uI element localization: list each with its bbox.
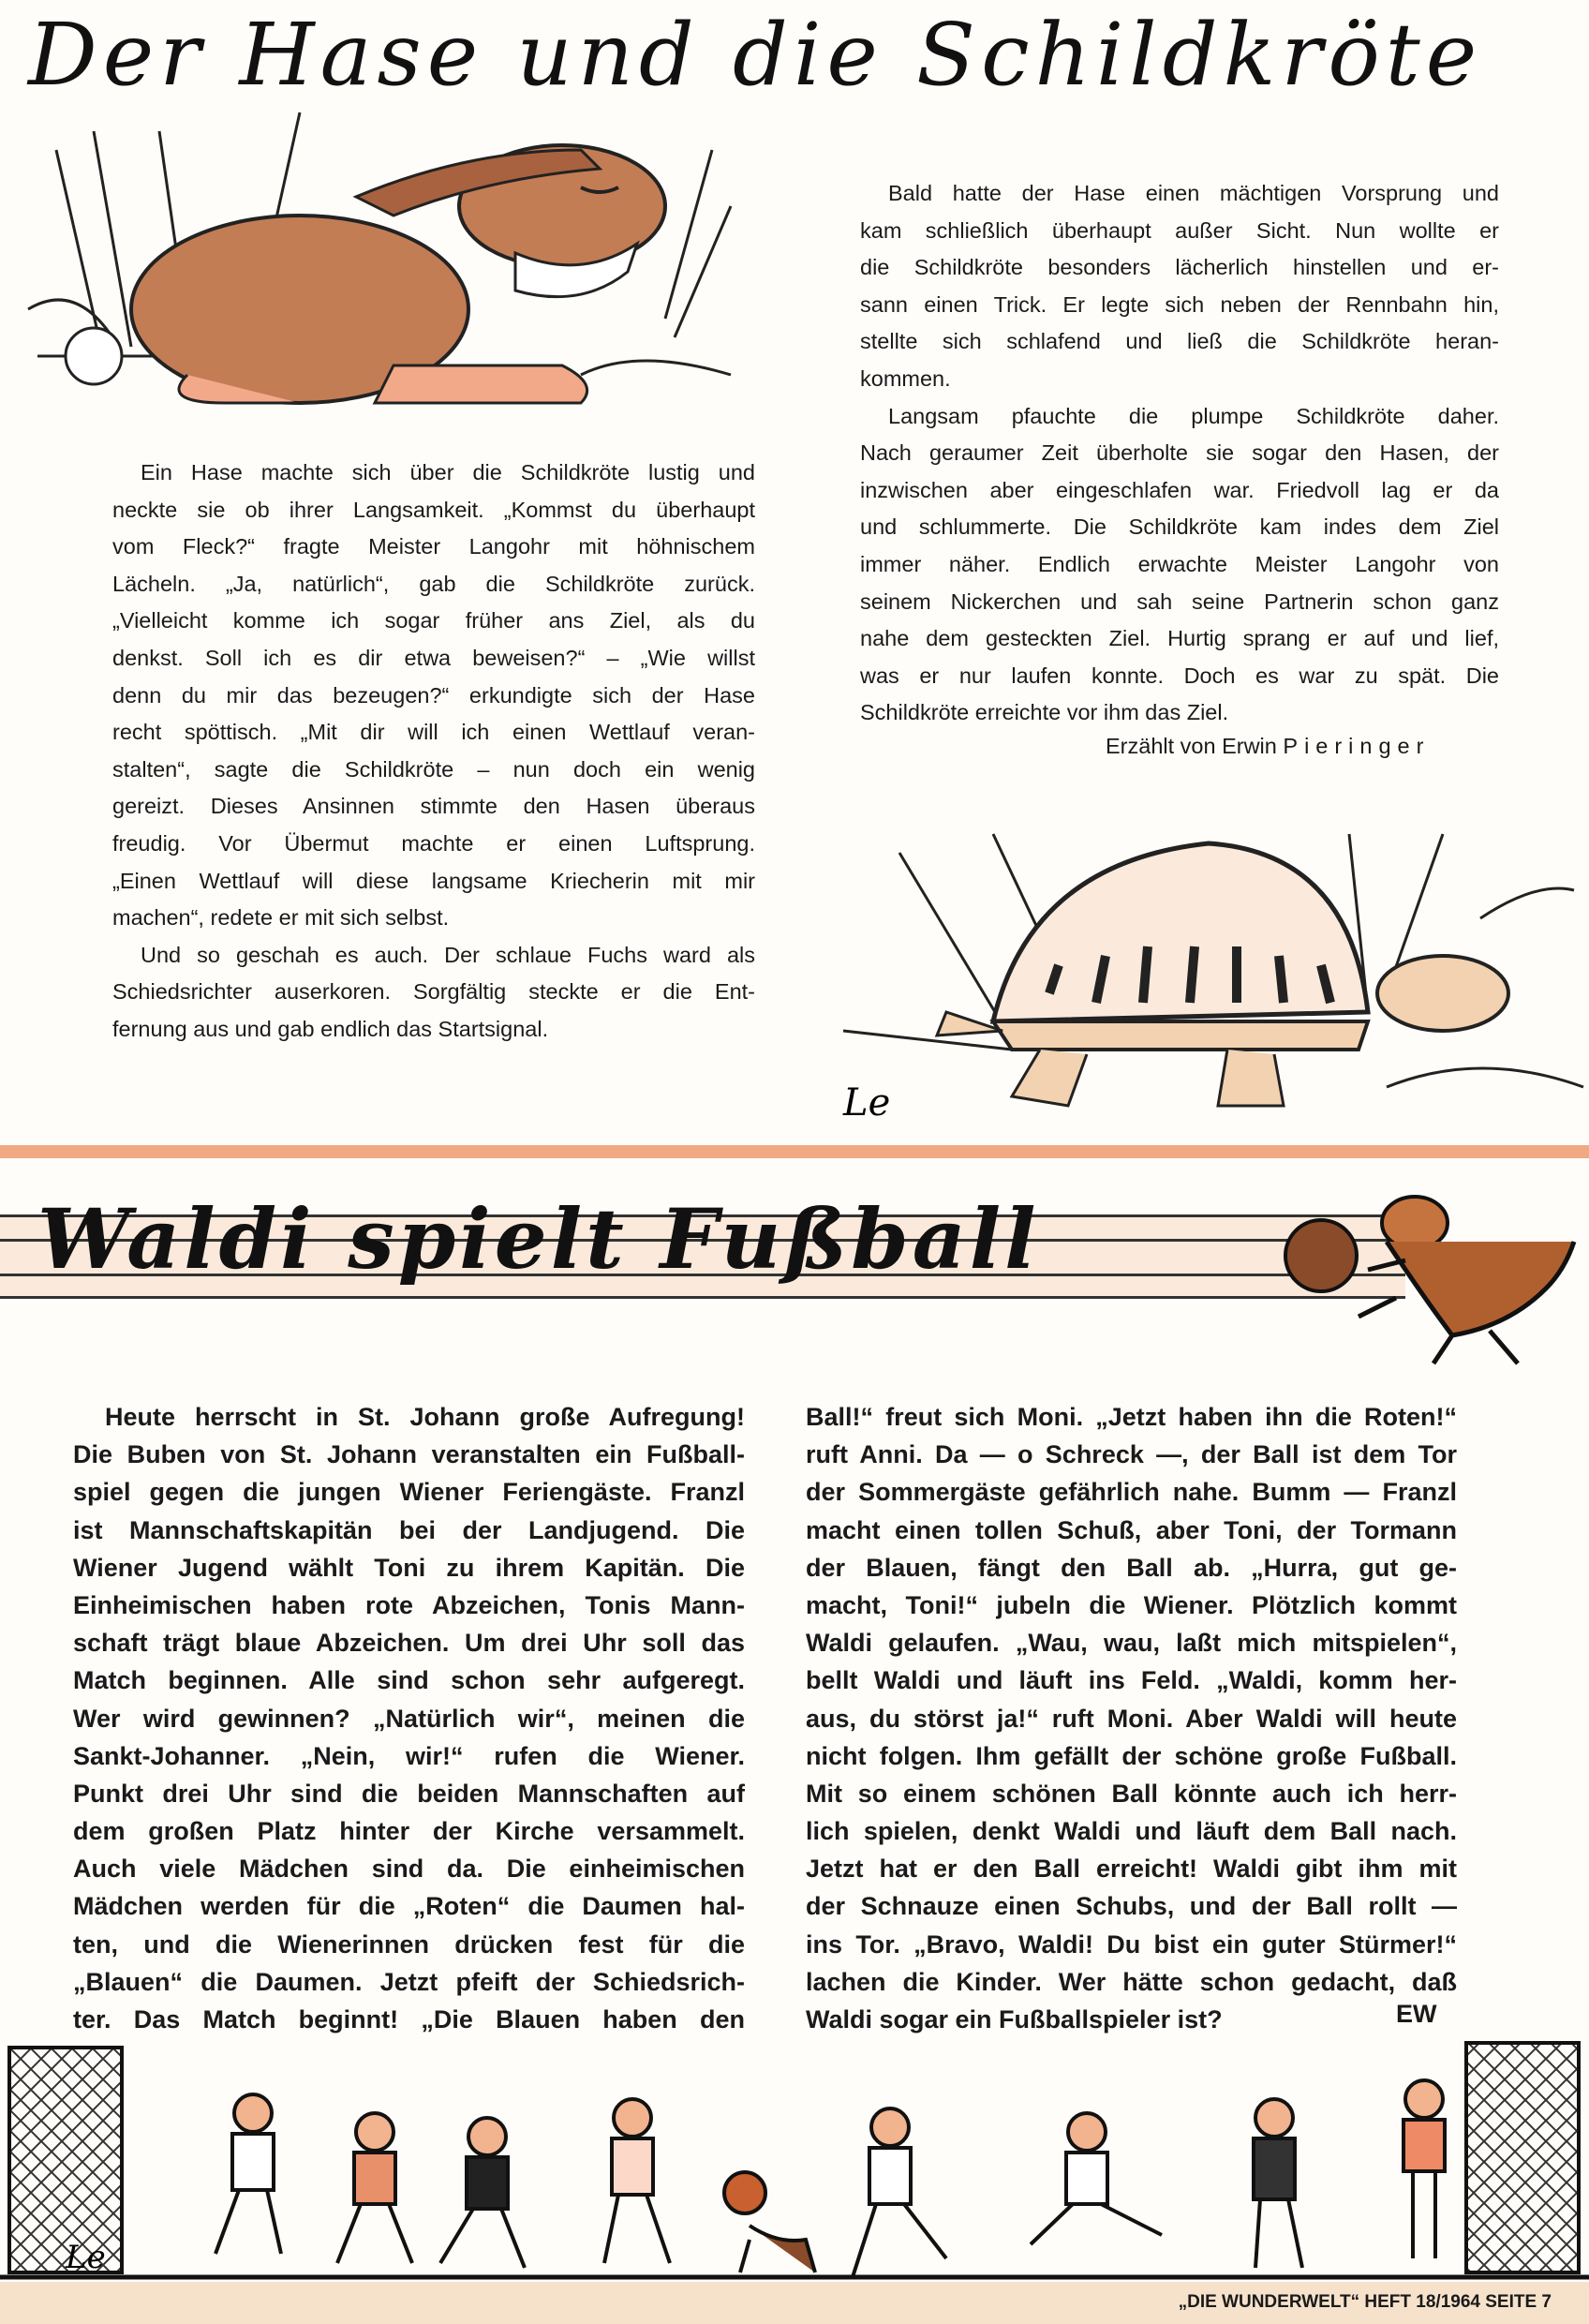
text-line: „Einen Wettlauf will diese langsame Kriecherin mit mir <box>112 868 755 893</box>
text-line: kommen. <box>860 365 951 391</box>
text-line: Nach geraumer Zeit überholte sie sogar den Hasen, der <box>860 440 1499 466</box>
page-footer: „DIE WUNDERWELT“ HEFT 18/1964 SEITE 7 <box>1178 2292 1552 2312</box>
story2-title: Waldi spielt Fußball <box>37 1190 1040 1288</box>
text-line: „Blauen“ die Daumen. Jetzt pfeift der Schiedsrich- <box>73 1967 745 1996</box>
text-line: aus, du störst ja!“ ruft Moni. Aber Waldi will heute <box>806 1704 1457 1733</box>
credit-prefix: Erzählt von Erwin <box>1106 734 1277 758</box>
text-line: Die Buben von St. Johann veranstalten ein Fußball- <box>73 1440 745 1469</box>
hare-illustration <box>19 94 787 422</box>
text-line: neckte sie ob ihrer Langsamkeit. „Kommst du überhaupt <box>112 497 755 522</box>
text-line: Langsam pfauchte die plumpe Schildkröte daher. <box>888 403 1499 428</box>
text-line: ruft Anni. Da — o Schreck —, der Ball ist dem Tor <box>806 1440 1457 1469</box>
text-line: gereizt. Dieses Ansinnen stimmte den Hasen überaus <box>112 794 755 819</box>
text-line: die Schildkröte besonders lächerlich hinstellen und er- <box>860 255 1499 280</box>
story1-title: Der Hase und die Schildkröte <box>28 5 1483 105</box>
text-line: Mädchen werden für die „Roten“ die Daumen hal- <box>73 1892 745 1921</box>
text-line: kam schließlich überhaupt außer Sicht. Nun wollte er <box>860 217 1499 243</box>
text-line: denkst. Soll ich es dir etwa beweisen?“ – „Wie willst <box>112 645 755 670</box>
text-line: Punkt drei Uhr sind die beiden Mannschaften auf <box>73 1779 745 1808</box>
svg-text:Le: Le <box>843 1081 891 1125</box>
text-line: immer näher. Endlich erwachte Meister Langohr von <box>860 551 1499 576</box>
text-line: ten, und die Wienerinnen drücken fest für die <box>73 1929 745 1959</box>
text-line: der Schnauze einen Schubs, und der Ball rollt — <box>806 1892 1457 1921</box>
text-line: der Blauen, fängt den Ball ab. „Hurra, gut ge- <box>806 1553 1457 1582</box>
text-line: bellt Waldi und läuft ins Feld. „Waldi, komm her- <box>806 1666 1457 1695</box>
text-line: freudig. Vor Übermut machte er einen Luftsprung. <box>112 830 755 856</box>
story1-right-column <box>860 175 1499 732</box>
text-line: was er nur laufen konnte. Doch es war zu spät. Die <box>860 663 1499 688</box>
credit-author: Pieringer <box>1283 734 1431 758</box>
text-line: macht einen tollen Schuß, aber Toni, der Tormann <box>806 1515 1457 1544</box>
text-line: Einheimischen haben rote Abzeichen, Tonis Mann- <box>73 1590 745 1619</box>
text-line: sann einen Trick. Er legte sich neben der Rennbahn hin, <box>860 291 1499 317</box>
text-line: der Sommergäste gefährlich nahe. Bumm — Franzl <box>806 1478 1457 1507</box>
turtle-illustration <box>824 806 1589 1134</box>
text-line: ins Tor. „Bravo, Waldi! Du bist ein guter Stürmer!“ <box>806 1929 1457 1959</box>
text-line: schaft trägt blaue Abzeichen. Um drei Uhr soll das <box>73 1629 745 1658</box>
text-line: Mit so einem schönen Ball könnte auch ich herr- <box>806 1779 1457 1808</box>
text-line: Heute herrscht in St. Johann große Aufregung! <box>105 1403 745 1431</box>
text-line: stellte sich schlafend und ließ die Schildkröte heran- <box>860 329 1499 354</box>
text-line: spiel gegen die jungen Wiener Feriengäste. Franzl <box>73 1478 745 1507</box>
text-line: lachen die Kinder. Wer hätte schon gedacht, daß <box>806 1967 1457 1996</box>
story1-left-column <box>112 454 755 1049</box>
text-line: Auch viele Mädchen sind da. Die einheimischen <box>73 1855 745 1884</box>
text-line: vom Fleck?“ fragte Meister Langohr mit höhnischem <box>112 534 755 559</box>
text-line: lich spielen, denkt Waldi und läuft dem Ball nach. <box>806 1817 1457 1846</box>
text-line: ist Mannschaftskapitän bei der Landjugend. Die <box>73 1515 745 1544</box>
text-line: Sankt-Johanner. „Nein, wir!“ rufen die Wiener. <box>73 1741 745 1770</box>
text-line: Waldi sogar ein Fußballspieler ist? <box>806 2005 1223 2034</box>
text-line: ter. Das Match beginnt! „Die Blauen haben den <box>73 2005 745 2034</box>
story2-right-column <box>806 1398 1457 2038</box>
text-line: Und so geschah es auch. Der schlaue Fuchs ward als <box>141 942 755 967</box>
dog-with-ball-illustration <box>1265 1185 1589 1373</box>
text-line: stalten“, sagte die Schildkröte – nun doch ein wenig <box>112 756 755 782</box>
text-line: dem großen Platz hinter der Kirche versammelt. <box>73 1817 745 1846</box>
text-line: Match beginnen. Alle sind schon sehr aufgeregt. <box>73 1666 745 1695</box>
text-line: Waldi gelaufen. „Wau, wau, laßt mich mitspielen“, <box>806 1629 1457 1658</box>
text-line: Wer wird gewinnen? „Natürlich wir“, meinen die <box>73 1704 745 1733</box>
text-line: Wiener Jugend wählt Toni zu ihrem Kapitän. Die <box>73 1553 745 1582</box>
text-line: Schildkröte erreichte vor ihm das Ziel. <box>860 700 1229 725</box>
story2-left-column <box>73 1398 745 2038</box>
text-line: macht, Toni!“ jubeln die Wiener. Plötzlich kommt <box>806 1590 1457 1619</box>
text-line: inzwischen aber eingeschlafen war. Friedvoll lag er da <box>860 477 1499 502</box>
text-line: Ein Hase machte sich über die Schildkröte lustig und <box>141 460 755 484</box>
text-line: nicht folgen. Ihm gefällt der schöne große Fußball. <box>806 1741 1457 1770</box>
text-line: Lächeln. „Ja, natürlich“, gab die Schildkröte zurück. <box>112 571 755 596</box>
text-line: „Vielleicht komme ich sogar früher ans Ziel, als du <box>112 608 755 633</box>
text-line: Jetzt hat er den Ball erreicht! Waldi gibt ihm mit <box>806 1855 1457 1884</box>
story1-credit <box>1106 734 1430 759</box>
svg-text:Le: Le <box>66 2239 106 2276</box>
text-line: recht spöttisch. „Mit dir will ich einen Wettlauf veran- <box>112 720 755 745</box>
text-line: Ball!“ freut sich Moni. „Jetzt haben ihn die Roten!“ <box>806 1403 1457 1431</box>
text-line: und schlummerte. Die Schildkröte kam indes dem Ziel <box>860 514 1499 540</box>
story2-signature: EW <box>1396 2000 1437 2028</box>
text-line: Schiedsrichter auserkoren. Sorgfältig steckte er die Ent- <box>112 979 755 1005</box>
text-line: Bald hatte der Hase einen mächtigen Vorsprung und <box>888 181 1499 205</box>
section-divider-band <box>0 1145 1589 1158</box>
text-line: nahe dem gesteckten Ziel. Hurtig sprang er auf und lief, <box>860 626 1499 651</box>
children-football-illustration <box>0 2038 1589 2287</box>
right-goal <box>1466 2043 1579 2272</box>
text-line: seinem Nickerchen und sah seine Partnerin schon ganz <box>860 588 1499 614</box>
text-line: denn du mir das bezeugen?“ erkundigte sich der Hase <box>112 682 755 708</box>
text-line: machen“, redete er mit sich selbst. <box>112 905 450 931</box>
text-line: fernung aus und gab endlich das Startsignal. <box>112 1016 549 1041</box>
